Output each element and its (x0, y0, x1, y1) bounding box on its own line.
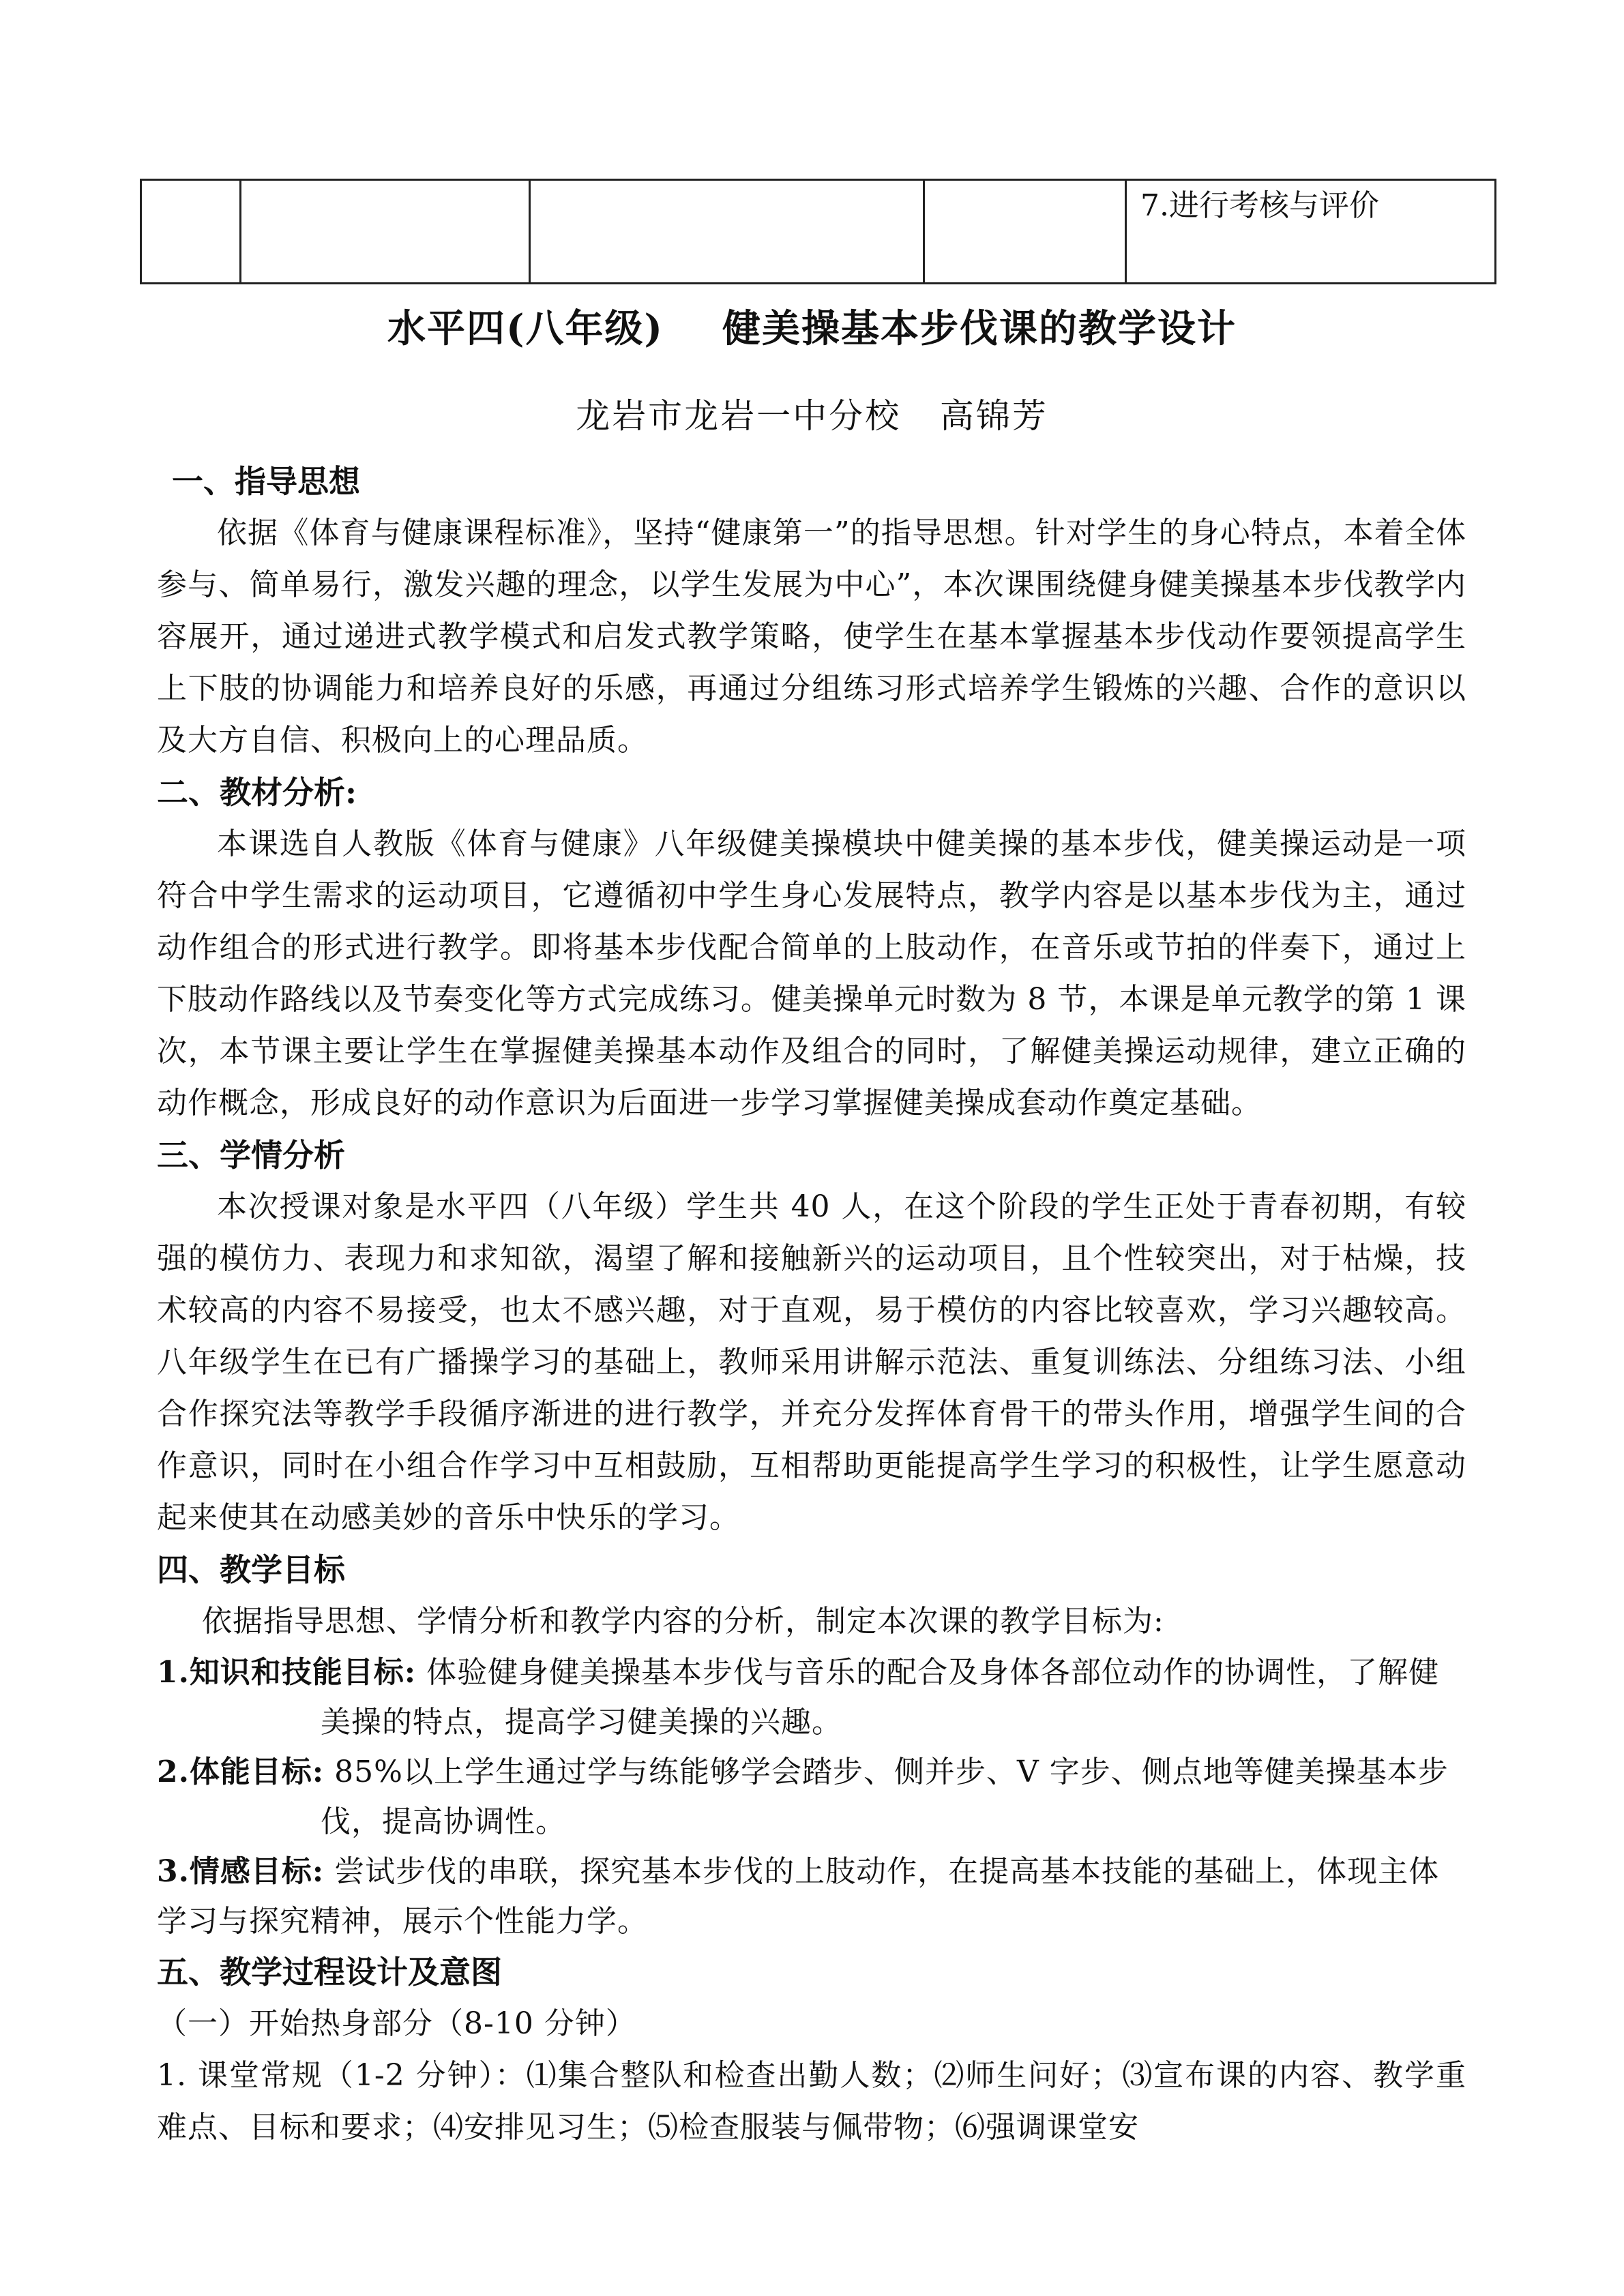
document-title: 水平四(八年级) 健美操基本步伐课的教学设计 (387, 306, 1237, 351)
goal-text: 尝试步伐的串联，探究基本步伐的上肢动作，在提高基本技能的基础上，体现主体学习与探究精神，展示个性能力学。 (157, 1854, 1440, 1939)
table-cell (530, 180, 924, 284)
section-heading-process-design: 五、教学过程设计及意图 (157, 1954, 502, 1991)
section-heading-student-analysis: 三、学情分析 (157, 1137, 345, 1174)
table-cell (1126, 180, 1496, 284)
goal-label: 3.情感目标: (157, 1854, 325, 1889)
table-cell (924, 180, 1126, 284)
section-heading-material-analysis: 二、教材分析: (157, 774, 357, 811)
goal-emotional (157, 1847, 1466, 1946)
table-cell (241, 180, 530, 284)
section-paragraph: 1. 课堂常规（1-2 分钟）：⑴集合整队和检查出勤人数；⑵师生问好；⑶宣布课的内容、教学重难点、目标和要求；⑷安排见习生；⑸检查服装与佩带物；⑹强调课堂安 (157, 2058, 1466, 2145)
subsection-heading-warmup: （一）开始热身部分（8-10 分钟） (157, 2006, 636, 2041)
goal-label: 1.知识和技能目标: (157, 1655, 417, 1690)
goal-knowledge-skill (157, 1648, 1466, 1747)
goals-intro: 依据指导思想、学情分析和教学内容的分析，制定本次课的教学目标为: (202, 1604, 1164, 1639)
section-paragraph: 本次授课对象是水平四（八年级）学生共 40 人，在这个阶段的学生正处于青春初期，有较强的模仿力、表现力和求知欲，渴望了解和接触新兴的运动项目，且个性较突出，对于枯燥，技术较高的内容不易接受，也太不感兴趣，对于直观，易于模仿的内容比较喜欢，学习兴趣较高。八年级学生在已有广播操学习的基础上，教师采用讲解示范法、重复训练法、分组练习法、小组合作探究法等教学手段循序渐进的进行教学，并充分发挥体育骨干的带头作用，增强学生间的合作意识，同时在小组合作学习中互相鼓励，互相帮助更能提高学生学习的积极性，让学生愿意动起来使其在动感美妙的音乐中快乐的学习。 (157, 1189, 1466, 1535)
section-paragraph: 依据《体育与健康课程标准》，坚持“健康第一”的指导思想。针对学生的身心特点，本着全体参与、简单易行，激发兴趣的理念，以学生发展为中心”，本次课围绕健身健美操基本步伐教学内容展开，通过递进式教学模式和启发式教学策略，使学生在基本掌握基本步伐动作要领提高学生上下肢的协调能力和培养良好的乐感，再通过分组练习形式培养学生锻炼的兴趣、合作的意识以及大方自信、积极向上的心理品质。 (157, 516, 1466, 758)
goal-text: 85%以上学生通过学与练能够学会踏步、侧并步、V 字步、侧点地等健美操基本步伐，提高协调性。 (321, 1755, 1449, 1839)
author-line: 龙岩市龙岩一中分校 高锦芳 (576, 396, 1048, 436)
document-body (157, 456, 1466, 2153)
lesson-table-continuation (140, 179, 1496, 284)
table-cell (141, 180, 241, 284)
table-cell-text: 7.进行考核与评价 (1140, 188, 1379, 223)
section-heading-teaching-goals: 四、教学目标 (157, 1551, 345, 1588)
goal-label: 2.体能目标: (157, 1755, 325, 1789)
goal-text: 体验健身健美操基本步伐与音乐的配合及身体各部位动作的协调性，了解健美操的特点，提高学习健美操的兴趣。 (321, 1655, 1440, 1740)
goal-physical (157, 1747, 1466, 1847)
table-row (141, 180, 1496, 284)
section-paragraph: 本课选自人教版《体育与健康》八年级健美操模块中健美操的基本步伐，健美操运动是一项符合中学生需求的运动项目，它遵循初中学生身心发展特点，教学内容是以基本步伐为主，通过动作组合的形式进行教学。即将基本步伐配合简单的上肢动作，在音乐或节拍的伴奏下，通过上下肢动作路线以及节奏变化等方式完成练习。健美操单元时数为 8 节，本课是单元教学的第 1 课次，本节课主要让学生在掌握健美操基本动作及组合的同时，了解健美操运动规律，建立正确的动作概念，形成良好的动作意识为后面进一步学习掌握健美操成套动作奠定基础。 (157, 826, 1466, 1120)
section-heading-guiding-ideology: 一、指导思想 (172, 463, 360, 500)
